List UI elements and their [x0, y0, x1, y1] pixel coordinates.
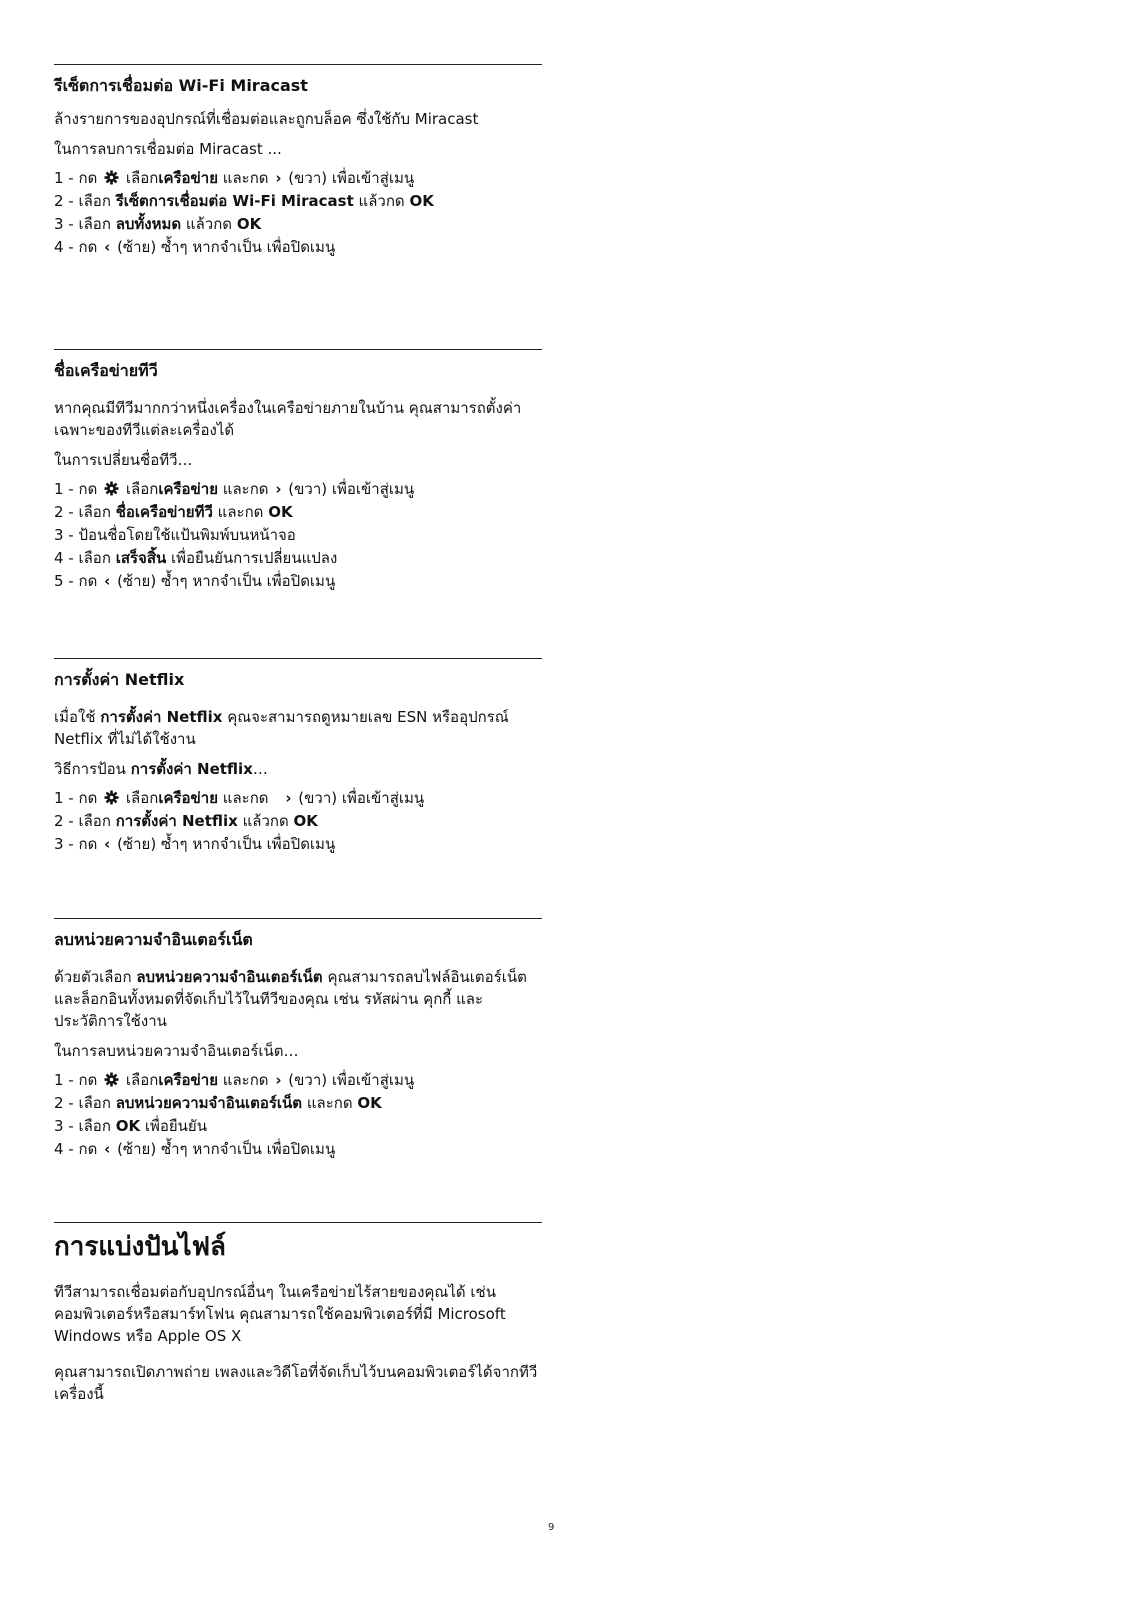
gear-icon: [104, 790, 119, 805]
chevron-left-icon: ‹: [104, 572, 111, 590]
section-intro: ในการลบการเชื่อมต่อ Miracast ...: [54, 140, 282, 158]
step-4: 4 - กด ‹ (ซ้าย) ซ้ำๆ หากจำเป็น เพื่อปิดเมนู: [54, 1138, 542, 1161]
step-2: 2 - เลือก ชื่อเครือข่ายทีวี และกด OK: [54, 503, 293, 521]
step-list: [54, 167, 542, 259]
section-description: หากคุณมีทีวีมากกว่าหนึ่งเครื่องในเครือข่ายภายในบ้าน คุณสามารถตั้งค่าเฉพาะของทีวีแต่ละเครื่องได้: [54, 399, 522, 439]
section-tv-network-name: [54, 349, 542, 593]
chevron-left-icon: ‹: [104, 238, 111, 256]
step-4: 4 - กด ‹ (ซ้าย) ซ้ำๆ หากจำเป็น เพื่อปิดเมนู: [54, 236, 542, 259]
section-title: รีเซ็ตการเชื่อมต่อ Wi-Fi Miracast: [54, 76, 308, 95]
step-2: 2 - เลือก การตั้งค่า Netflix แล้วกด OK: [54, 812, 318, 830]
chevron-right-icon: ›: [275, 1071, 282, 1089]
chevron-right-icon: ›: [275, 169, 282, 187]
section-title: ชื่อเครือข่ายทีวี: [54, 361, 158, 380]
step-2: 2 - เลือก รีเซ็ตการเชื่อมต่อ Wi-Fi Miracast แล้วกด OK: [54, 192, 434, 210]
gear-icon: [104, 1072, 119, 1087]
section-description: เมื่อใช้ การตั้งค่า Netflix คุณจะสามารถดูหมายเลข ESN หรืออุปกรณ์ Netflix ที่ไม่ได้ใช้งาน: [54, 708, 509, 748]
section-divider: [54, 658, 542, 659]
step-list: [54, 478, 542, 593]
section-title: ลบหน่วยความจำอินเตอร์เน็ต: [54, 930, 253, 949]
chevron-right-icon: ›: [275, 480, 282, 498]
step-2: 2 - เลือก ลบหน่วยความจำอินเตอร์เน็ต และกด OK: [54, 1094, 382, 1112]
chevron-left-icon: ‹: [104, 1140, 111, 1158]
step-1: 1 - กด เลือกเครือข่าย และกด › (ขวา) เพื่อเข้าสู่เมนู: [54, 1069, 542, 1092]
step-1: 1 - กด เลือกเครือข่าย และกด › (ขวา) เพื่อเข้าสู่เมนู: [54, 167, 542, 190]
step-1: 1 - กด เลือกเครือข่าย และกด › (ขวา) เพื่อเข้าสู่เมนู: [54, 787, 542, 810]
chevron-right-icon: ›: [285, 789, 292, 807]
gear-icon: [104, 481, 119, 496]
step-3: 3 - เลือก ลบทั้งหมด แล้วกด OK: [54, 215, 262, 233]
section-title: การตั้งค่า Netflix: [54, 670, 185, 689]
section-divider: [54, 918, 542, 919]
section-divider: [54, 64, 542, 65]
step-5: 5 - กด ‹ (ซ้าย) ซ้ำๆ หากจำเป็น เพื่อปิดเมนู: [54, 570, 542, 593]
section-intro: ในการเปลี่ยนชื่อทีวี…: [54, 451, 193, 469]
step-3: 3 - ป้อนชื่อโดยใช้แป้นพิมพ์บนหน้าจอ: [54, 526, 296, 544]
section-intro: ในการลบหน่วยความจำอินเตอร์เน็ต…: [54, 1042, 299, 1060]
page-number: 9: [548, 1522, 555, 1533]
gear-icon: [104, 170, 119, 185]
chevron-left-icon: ‹: [104, 835, 111, 853]
step-3: 3 - กด ‹ (ซ้าย) ซ้ำๆ หากจำเป็น เพื่อปิดเมนู: [54, 833, 542, 856]
section-reset-miracast: [54, 64, 542, 259]
chapter-title: การแบ่งปันไฟล์: [54, 1232, 226, 1262]
section-paragraph-2: คุณสามารถเปิดภาพถ่าย เพลงและวิดีโอที่จัดเก็บไว้บนคอมพิวเตอร์ได้จากทีวีเครื่องนี้: [54, 1363, 538, 1403]
step-list: [54, 1069, 542, 1161]
section-description: ด้วยตัวเลือก ลบหน่วยความจำอินเตอร์เน็ต คุณสามารถลบไฟล์อินเตอร์เน็ตและล็อกอินทั้งหมดที่จัดเก็บไว้ในทีวีของคุณ เช่น รหัสผ่าน คุกกี้ และประวัติการใช้งาน: [54, 968, 527, 1030]
section-file-sharing: [54, 1222, 542, 1405]
section-paragraph-1: ทีวีสามารถเชื่อมต่อกับอุปกรณ์อื่นๆ ในเครือข่ายไร้สายของคุณได้ เช่น คอมพิวเตอร์หรือสมาร์ทโฟน คุณสามารถใช้คอมพิวเตอร์ที่มี Microsoft Windows หรือ Apple OS X: [54, 1283, 506, 1345]
step-4: 4 - เลือก เสร็จสิ้น เพื่อยืนยันการเปลี่ยนแปลง: [54, 549, 338, 567]
step-1: 1 - กด เลือกเครือข่าย และกด › (ขวา) เพื่อเข้าสู่เมนู: [54, 478, 542, 501]
section-divider: [54, 1222, 542, 1223]
section-intro: วิธีการป้อน การตั้งค่า Netflix…: [54, 760, 268, 778]
section-clear-internet-memory: [54, 918, 542, 1161]
step-3: 3 - เลือก OK เพื่อยืนยัน: [54, 1117, 207, 1135]
step-list: [54, 787, 542, 856]
section-netflix-settings: [54, 658, 542, 856]
section-description: ล้างรายการของอุปกรณ์ที่เชื่อมต่อและถูกบล็อค ซึ่งใช้กับ Miracast: [54, 110, 479, 128]
section-divider: [54, 349, 542, 350]
